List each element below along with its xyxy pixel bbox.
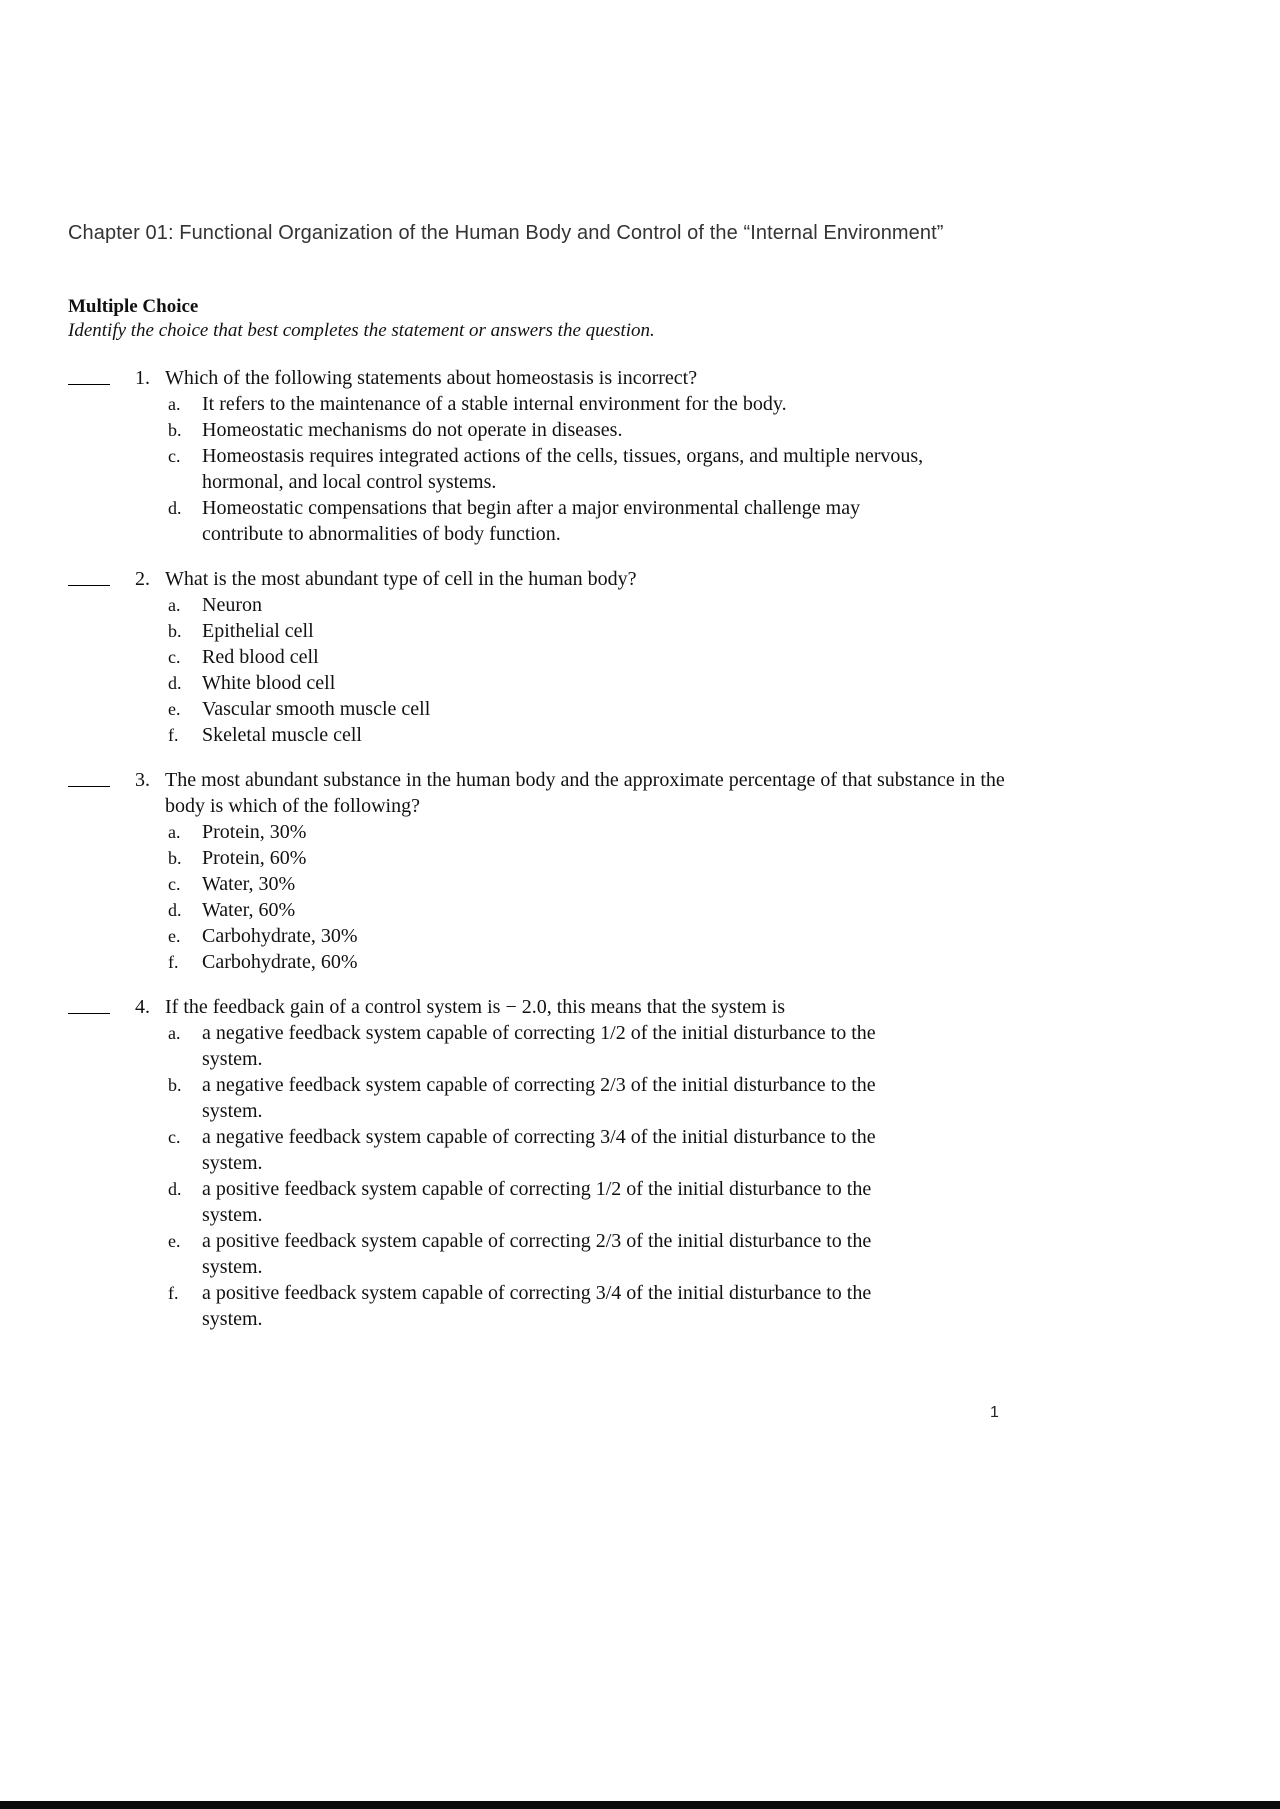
question bbox=[68, 994, 1043, 1332]
option-row bbox=[168, 618, 1043, 644]
option-row bbox=[168, 923, 1043, 949]
question-row bbox=[68, 365, 1043, 391]
option-text: Water, 60% bbox=[202, 899, 296, 921]
option-text: Carbohydrate, 60% bbox=[202, 951, 358, 973]
option-letter: c. bbox=[168, 874, 181, 894]
option-letter: f. bbox=[168, 952, 179, 972]
answer-blank bbox=[68, 767, 110, 787]
option-row bbox=[168, 897, 1043, 923]
option-text: Homeostasis requires integrated actions of the cells, tissues, organs, and multiple nervous, hormonal, and local control systems. bbox=[202, 445, 924, 493]
question-number: 4. bbox=[135, 996, 150, 1018]
option-letter: c. bbox=[168, 1127, 181, 1147]
option-row bbox=[168, 819, 1043, 845]
option-text: a negative feedback system capable of correcting 1/2 of the initial disturbance to the system. bbox=[202, 1022, 876, 1070]
option-letter: a. bbox=[168, 1023, 181, 1043]
option-letter: a. bbox=[168, 595, 181, 615]
section-heading: Multiple Choice bbox=[68, 296, 199, 317]
question-number: 2. bbox=[135, 568, 150, 590]
option-row bbox=[168, 670, 1043, 696]
option-text: Skeletal muscle cell bbox=[202, 724, 362, 746]
option-letter: e. bbox=[168, 926, 181, 946]
option-letter: d. bbox=[168, 1179, 182, 1199]
option-text: It refers to the maintenance of a stable internal environment for the body. bbox=[202, 393, 787, 415]
option-letter: d. bbox=[168, 498, 182, 518]
options-list bbox=[168, 592, 1043, 748]
option-row bbox=[168, 443, 1043, 495]
option-letter: e. bbox=[168, 699, 181, 719]
option-text: White blood cell bbox=[202, 672, 336, 694]
options-list bbox=[168, 819, 1043, 975]
option-row bbox=[168, 495, 1043, 547]
option-letter: e. bbox=[168, 1231, 181, 1251]
option-row bbox=[168, 1124, 1043, 1176]
option-letter: b. bbox=[168, 848, 182, 868]
option-row bbox=[168, 696, 1043, 722]
option-letter: b. bbox=[168, 420, 182, 440]
option-text: Protein, 30% bbox=[202, 821, 307, 843]
question-number: 1. bbox=[135, 367, 150, 389]
options-list bbox=[168, 391, 1043, 547]
option-letter: c. bbox=[168, 647, 181, 667]
option-text: Protein, 60% bbox=[202, 847, 307, 869]
option-text: a negative feedback system capable of correcting 3/4 of the initial disturbance to the system. bbox=[202, 1126, 876, 1174]
option-letter: b. bbox=[168, 621, 182, 641]
chapter-title: Chapter 01: Functional Organization of the Human Body and Control of the “Internal Environment” bbox=[68, 222, 944, 244]
option-row bbox=[168, 1280, 1043, 1332]
option-letter: f. bbox=[168, 725, 179, 745]
option-text: Vascular smooth muscle cell bbox=[202, 698, 431, 720]
option-text: Water, 30% bbox=[202, 873, 296, 895]
option-letter: a. bbox=[168, 822, 181, 842]
answer-blank bbox=[68, 566, 110, 586]
option-text: Red blood cell bbox=[202, 646, 319, 668]
option-letter: c. bbox=[168, 446, 181, 466]
option-text: Homeostatic compensations that begin after a major environmental challenge may contribute to abnormalities of body function. bbox=[202, 497, 861, 545]
answer-blank bbox=[68, 365, 110, 385]
option-letter: a. bbox=[168, 394, 181, 414]
option-row bbox=[168, 592, 1043, 618]
question-row bbox=[68, 767, 1043, 819]
option-text: Homeostatic mechanisms do not operate in diseases. bbox=[202, 419, 623, 441]
option-text: a positive feedback system capable of correcting 1/2 of the initial disturbance to the system. bbox=[202, 1178, 872, 1226]
options-list bbox=[168, 1020, 1043, 1332]
option-letter: b. bbox=[168, 1075, 182, 1095]
question-row bbox=[68, 994, 1043, 1020]
option-text: Neuron bbox=[202, 594, 262, 616]
option-row bbox=[168, 1020, 1043, 1072]
option-row bbox=[168, 949, 1043, 975]
question bbox=[68, 365, 1043, 547]
question bbox=[68, 767, 1043, 975]
page-bottom-edge bbox=[0, 1801, 1280, 1809]
option-row bbox=[168, 417, 1043, 443]
option-row bbox=[168, 644, 1043, 670]
question-text: What is the most abundant type of cell in the human body? bbox=[165, 568, 637, 590]
option-row bbox=[168, 391, 1043, 417]
question-row bbox=[68, 566, 1043, 592]
option-row bbox=[168, 722, 1043, 748]
option-text: a positive feedback system capable of correcting 2/3 of the initial disturbance to the system. bbox=[202, 1230, 872, 1278]
option-letter: d. bbox=[168, 900, 182, 920]
answer-blank bbox=[68, 994, 110, 1014]
question bbox=[68, 566, 1043, 748]
option-text: Carbohydrate, 30% bbox=[202, 925, 358, 947]
option-letter: f. bbox=[168, 1283, 179, 1303]
question-text: The most abundant substance in the human body and the approximate percentage of that substance in the body is which of the following? bbox=[165, 769, 1005, 817]
option-text: a positive feedback system capable of correcting 3/4 of the initial disturbance to the system. bbox=[202, 1282, 872, 1330]
option-text: a negative feedback system capable of correcting 2/3 of the initial disturbance to the system. bbox=[202, 1074, 876, 1122]
option-row bbox=[168, 1228, 1043, 1280]
page-number: 1 bbox=[990, 1404, 999, 1421]
option-row bbox=[168, 1176, 1043, 1228]
option-row bbox=[168, 1072, 1043, 1124]
option-row bbox=[168, 845, 1043, 871]
section-instructions: Identify the choice that best completes the statement or answers the question. bbox=[68, 320, 655, 341]
page-content bbox=[68, 222, 1043, 1351]
option-text: Epithelial cell bbox=[202, 620, 314, 642]
question-number: 3. bbox=[135, 769, 150, 791]
questions bbox=[68, 365, 1043, 1332]
question-text: If the feedback gain of a control system is − 2.0, this means that the system is bbox=[165, 996, 786, 1018]
option-row bbox=[168, 871, 1043, 897]
option-letter: d. bbox=[168, 673, 182, 693]
question-text: Which of the following statements about homeostasis is incorrect? bbox=[165, 367, 698, 389]
